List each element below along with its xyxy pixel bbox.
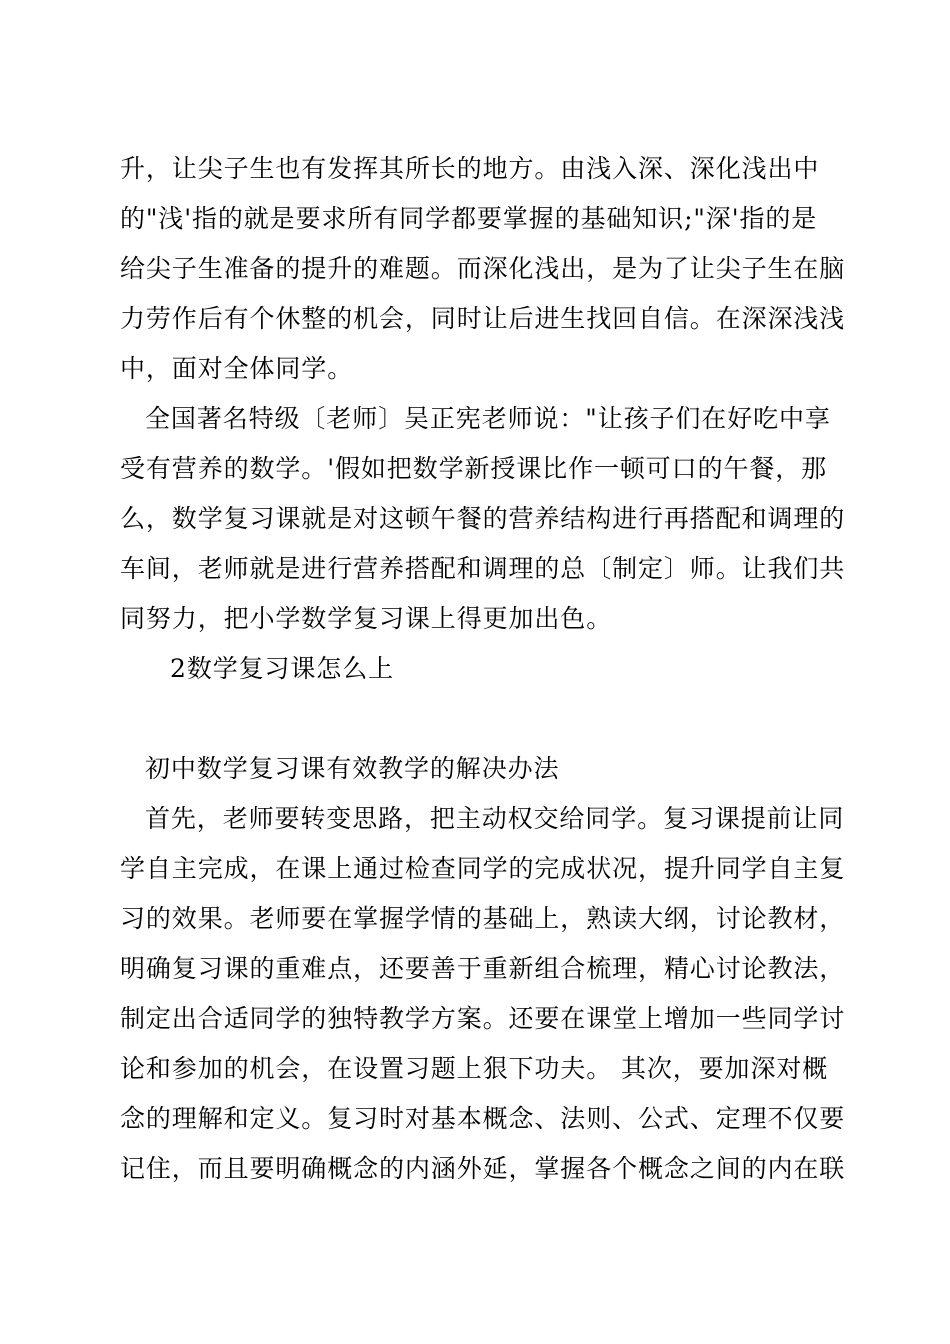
paragraph-3-line-6: 论和参加的机会，在设置习题上狠下功夫。 其次，要加深对概 <box>120 1054 829 1083</box>
paragraph-1-line-3: 给尖子生准备的提升的难题。而深化浅出，是为了让尖子生在脑 <box>120 254 846 283</box>
paragraph-2-line-5: 同努力，把小学数学复习课上得更加出色。 <box>120 604 613 633</box>
section-heading: 2数学复习课怎么上 <box>170 654 395 683</box>
paragraph-3-line-2: 学自主完成，在课上通过检查同学的完成状况，提升同学自主复 <box>120 854 846 883</box>
paragraph-2-line-3: 么，数学复习课就是对这顿午餐的营养结构进行再搭配和调理的 <box>120 504 846 533</box>
paragraph-1-line-5: 中，面对全体同学。 <box>120 354 354 383</box>
paragraph-1-line-1: 升，让尖子生也有发挥其所长的地方。由浅入深、深化浅出中 <box>120 154 820 183</box>
paragraph-3-line-8: 记住，而且要明确概念的内涵外延，掌握各个概念之间的内在联 <box>120 1154 846 1183</box>
paragraph-1-line-2: 的"浅'指的就是要求所有同学都要掌握的基础知识;"深'指的是 <box>120 204 818 233</box>
paragraph-2-line-2: 受有营养的数学。'假如把数学新授课比作一顿可口的午餐，那 <box>120 454 828 483</box>
paragraph-2-line-1: 全国著名特级〔老师〕吴正宪老师说："让孩子们在好吃中享 <box>145 404 831 433</box>
paragraph-3-line-5: 制定出合适同学的独特教学方案。还要在课堂上增加一些同学讨 <box>120 1004 846 1033</box>
paragraph-1-line-4: 力劳作后有个休整的机会，同时让后进生找回自信。在深深浅浅 <box>120 304 846 333</box>
paragraph-3-line-3: 习的效果。老师要在掌握学情的基础上，熟读大纲，讨论教材， <box>120 904 846 933</box>
paragraph-3-line-1: 首先，老师要转变思路，把主动权交给同学。复习课提前让同 <box>145 804 845 833</box>
paragraph-3-line-4: 明确复习课的重难点，还要善于重新组合梳理，精心讨论教法， <box>120 954 846 983</box>
subsection-heading: 初中数学复习课有效教学的解决办法 <box>145 754 560 783</box>
paragraph-3-line-7: 念的理解和定义。复习时对基本概念、法则、公式、定理不仅要 <box>120 1104 846 1133</box>
paragraph-2-line-4: 车间，老师就是进行营养搭配和调理的总〔制定〕师。让我们共 <box>120 554 846 583</box>
